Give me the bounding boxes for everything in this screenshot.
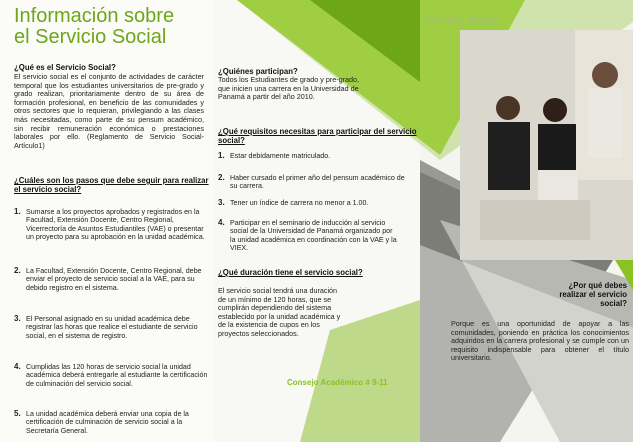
why-text: Porque es una oportunidad de apoyar a las comunidades, poniendo en práctica los conocimientos adquiridos en la carrera profesional y se cumple con un requisito indispensable para obtener el título universitario.	[451, 319, 629, 363]
requirement-item: 4. Participar en el seminario de inducción al servicio social de la Universidad de Panamá organizado por la unidad académica en coordinación con la VAE y la VIEX.	[218, 218, 397, 253]
students-photo	[460, 30, 633, 260]
step-item: 3. El Personal asignado en su unidad académica debe registrar las horas que realice el estudiante de servicio social, en el sistema de registro.	[14, 314, 198, 340]
requirement-item: 3. Tener un índice de carrera no menor a 1.00.	[218, 198, 369, 207]
steps-heading: ¿Cuáles son los pasos que debe seguir para realizar el servicio social?	[14, 176, 209, 194]
participants-heading: ¿Quiénes participan?	[218, 67, 298, 76]
requirement-item: 1. Estar debidamente matriculado.	[218, 151, 331, 160]
participants-text: Todos los Estudiantes de grado y pre-grado, que inicien una carrera en la Universidad de Panamá a partir del año 2010.	[218, 75, 360, 102]
step-item: 5. La unidad académica deberá enviar una copia de la certificación de culminación de servicio social a la Secretaría General.	[14, 409, 189, 435]
step-item: 2. La Facultad, Extensión Docente, Centro Regional, debe enviar el proyecto de servicio social a la VAE, para su debido registro en el sistema.	[14, 266, 202, 292]
requirement-item: 2. Haber cursado el primer año del pensum académico de su carrera.	[218, 173, 405, 191]
academic-council-label: Consejo Académico # 9-11	[287, 378, 388, 387]
brochure-title: Información sobre el Servicio Social	[14, 5, 175, 48]
requirements-heading: ¿Qué requisitos necesitas para participar del servicio social?	[218, 127, 417, 145]
step-item: 1. Sumarse a los proyectos aprobados y registrados en la Facultad, Extensión Docente, Centro Regional, Vicerrectoría de Asuntos Estudiantiles (VAE) o presentar un proyecto para su aprobación en la unidad académica.	[14, 207, 205, 242]
duration-text: El servicio social tendrá una duración de un mínimo de 120 horas, que se cumplirán dependiendo del sistema establecido por la unidad académica y de la existencia de cupos en los proyectos seleccionados.	[218, 286, 341, 338]
definition-text: El servicio social es el conjunto de actividades de carácter temporal que los estudiantes universitarios de pre-grado y grado realizan, prioritariamente dentro de su área de formación profesional, en beneficio de las comunidades y otros sectores que lo requieran, privilegiando a las clases más necesitadas, como parte de su pensum académico, sin recibir remuneración económica o prestaciones laborales por ello. (Reglamento de Servicio Social-Artículo1)	[14, 72, 204, 150]
question-heading: ¿Qué es el Servicio Social?	[14, 63, 116, 72]
step-item: 4. Cumplidas las 120 horas de servicio social la unidad académica deberá entregarle al estudiante la certificación de culminación del servicio social.	[14, 362, 208, 388]
duration-heading: ¿Qué duración tiene el servicio social?	[218, 268, 363, 277]
service-brand-watermark: Servicio Social	[425, 12, 498, 26]
why-heading: ¿Por qué debes realizar el servicio social?	[559, 281, 627, 308]
